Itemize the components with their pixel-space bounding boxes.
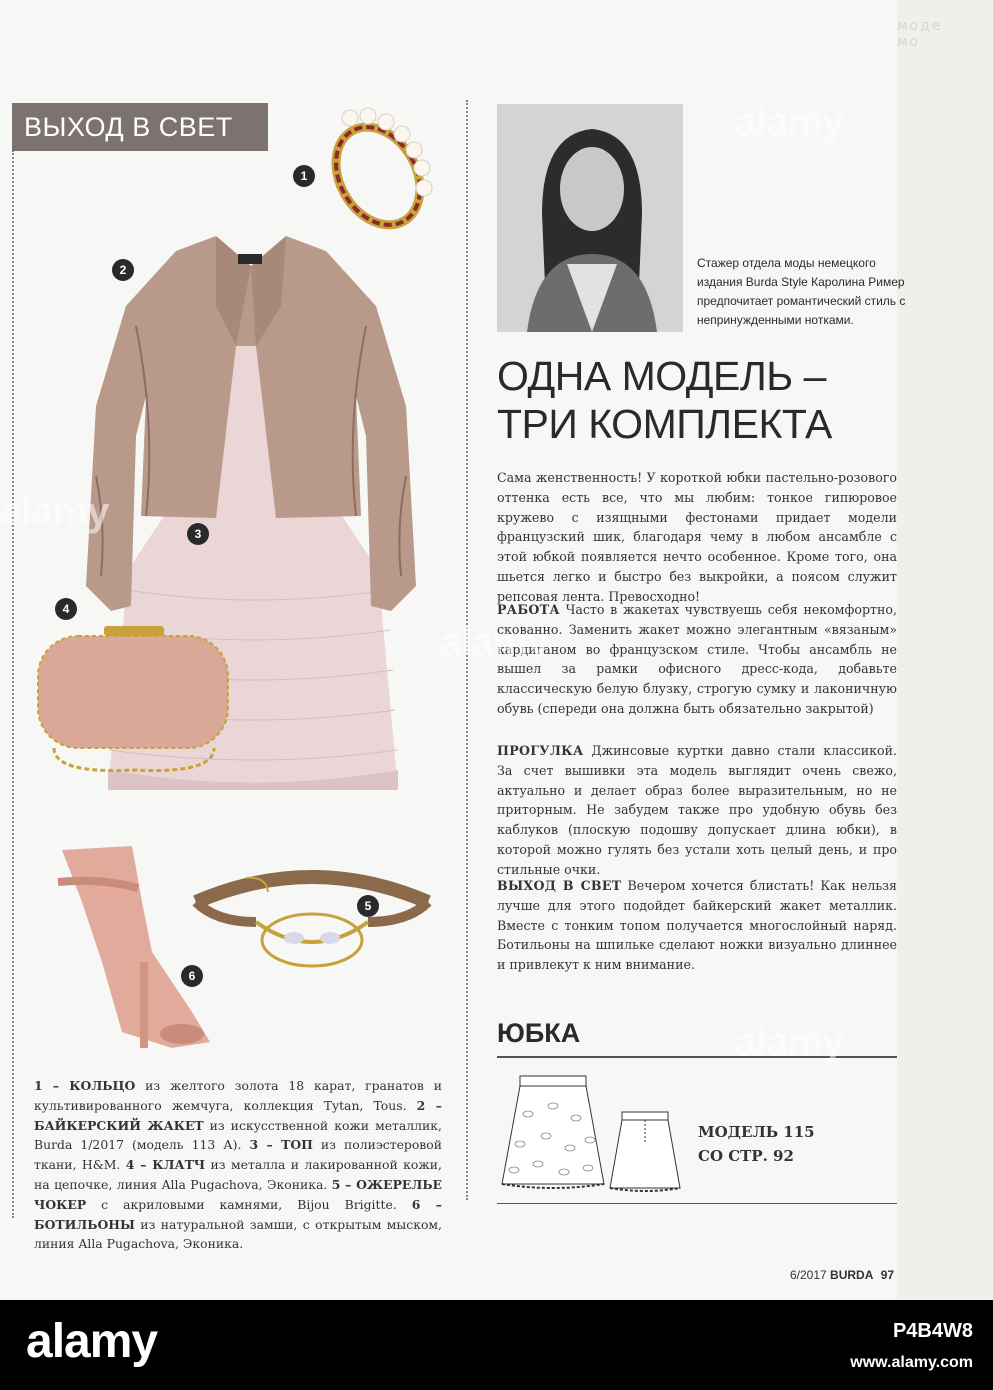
clutch-image [34,624,232,776]
legend-jacket-text: из искусственной кожи металлик, Burda 1/2017 (модель 113 А). [34,1117,442,1153]
section-tag: ВЫХОД В СВЕТ [12,103,268,151]
item-number-2: 2 [112,259,134,281]
skirt-heading: ЮБКА [497,1018,581,1048]
legend-ring-label: 1 – КОЛЬЦО [34,1078,136,1093]
watermark: alamy [735,100,844,144]
left-dotted-border [12,150,14,1218]
model-number: МОДЕЛЬ 115 [698,1123,815,1141]
item-number-6: 6 [181,965,203,987]
portrait-caption: Стажер отдела моды немецкого издания Burda Style Каролина Ример предпочитает романтический стиль с непринужденными нотками. [697,256,906,327]
intro-paragraph: Сама женственность! У короткой юбки пастельно-розового оттенка есть все, что мы любим: тонкое гипюровое кружево с изящными фестонами придает модели французский шик, благодаря чему в любом ансамбле с этой юбкой появляется нечто особенное. Кроме того, она шьется легко и быстро без выкройки, а поясом служит репсовая лента. Превосходно! [497,470,897,604]
legend-ring-text: из желтого золота 18 карат, гранатов и культивированного жемчуга, коллекция Tytan, Tous. [34,1078,442,1113]
article-headline [497,352,897,448]
walk-paragraph [497,741,897,880]
skirt-rule-bottom [497,1203,897,1204]
model-page-ref: СО СТР. 92 [698,1147,794,1165]
walk-text: Джинсовые куртки давно стали классикой. За счет вышивки эта модель выглядит очень свежо, актуально и делает образ более выразительным, но не приторным. Не забудем также про удобную обувь без каблуков (плоскую подошву допускает длина юбки), в которой можно гулять без устали хоть целый день, и про стильные очки. [497,743,897,877]
legend-clutch-label: 4 – КЛАТЧ [125,1157,206,1173]
choker-image [186,862,438,984]
alamy-logo: alamy [26,1315,158,1368]
image-id: P4B4W8 [892,1320,973,1342]
watermark: alamy [440,620,549,664]
edge-text: моде мо [897,18,943,50]
folio-brand: BURDA [830,1268,874,1282]
folio-issue: 6/2017 [790,1268,827,1282]
walk-label: ПРОГУЛКА [497,743,584,758]
item-number-5: 5 [357,895,379,917]
item-number-4: 4 [55,598,77,620]
evening-label: ВЫХОД В СВЕТ [497,878,622,893]
legend-clutch-text: из металла и лакированной кожи, на цепочке, линия Alla Pugachova, Эконика. [34,1157,442,1192]
work-text: Часто в жакетах чувствуешь себя некомфортно, скованно. Заменить жакет можно элегантным «вязаным» кардиганом во французском стиле. Чтобы ансамбль не вышел за рамки офисного дресс-кода, добавьте классическую белую блузку, строгую сумку и лаконичную обувь (спереди она должна быть обязательно закрытой) [497,602,897,716]
skirt-model-reference [698,1120,815,1168]
folio-page-number: 97 [880,1268,895,1282]
stock-footer-bar [0,1300,993,1390]
legend-jacket-label: 2 – БАЙКЕРСКИЙ ЖАКЕТ [34,1097,442,1133]
headline-line-2: ТРИ КОМПЛЕКТА [497,401,832,447]
watermark: alamy [0,490,109,534]
watermark: alamy [735,1020,844,1064]
legend-top-text: из полиэстеровой ткани, H&M. [34,1137,442,1173]
work-label: РАБОТА [497,602,560,617]
item-number-1: 1 [293,165,315,187]
item-number-3: 3 [187,523,209,545]
legend-choker-text: с акриловыми камнями, Bijou Brigitte. [86,1196,412,1212]
legend-top-label: 3 – ТОП [249,1137,313,1153]
evening-paragraph [497,876,897,975]
evening-text: Вечером хочется блистать! Как нельзя лучше для этого подойдет байкерский жакет металлик. Вместе с тонким топом получается многослойный наряд. Ботильоны на шпильке сделают ножки визуально длиннее и привлекут к ним внимание. [497,878,898,973]
intern-portrait-photo [497,104,683,332]
ring-image [318,104,436,236]
page-folio [790,1268,894,1282]
legend-boots-text: из натуральной замши, с открытым мыском, линия Alla Pugachova, Эконика. [34,1216,442,1252]
legend-boots-label: 6 – БОТИЛЬОНЫ [34,1196,442,1232]
items-legend [34,1076,442,1254]
jacket-image [76,226,426,616]
portrait-image [497,104,683,332]
legend-choker-label: 5 – ОЖЕРЕЛЬЕ ЧОКЕР [34,1176,443,1212]
headline-line-1: ОДНА МОДЕЛЬ – [497,353,826,399]
skirt-back-sketch [606,1110,684,1194]
next-page-edge [897,0,993,1300]
skirt-front-sketch [498,1074,608,1194]
footer-url[interactable]: www.alamy.com [850,1354,973,1371]
work-paragraph [497,600,897,719]
